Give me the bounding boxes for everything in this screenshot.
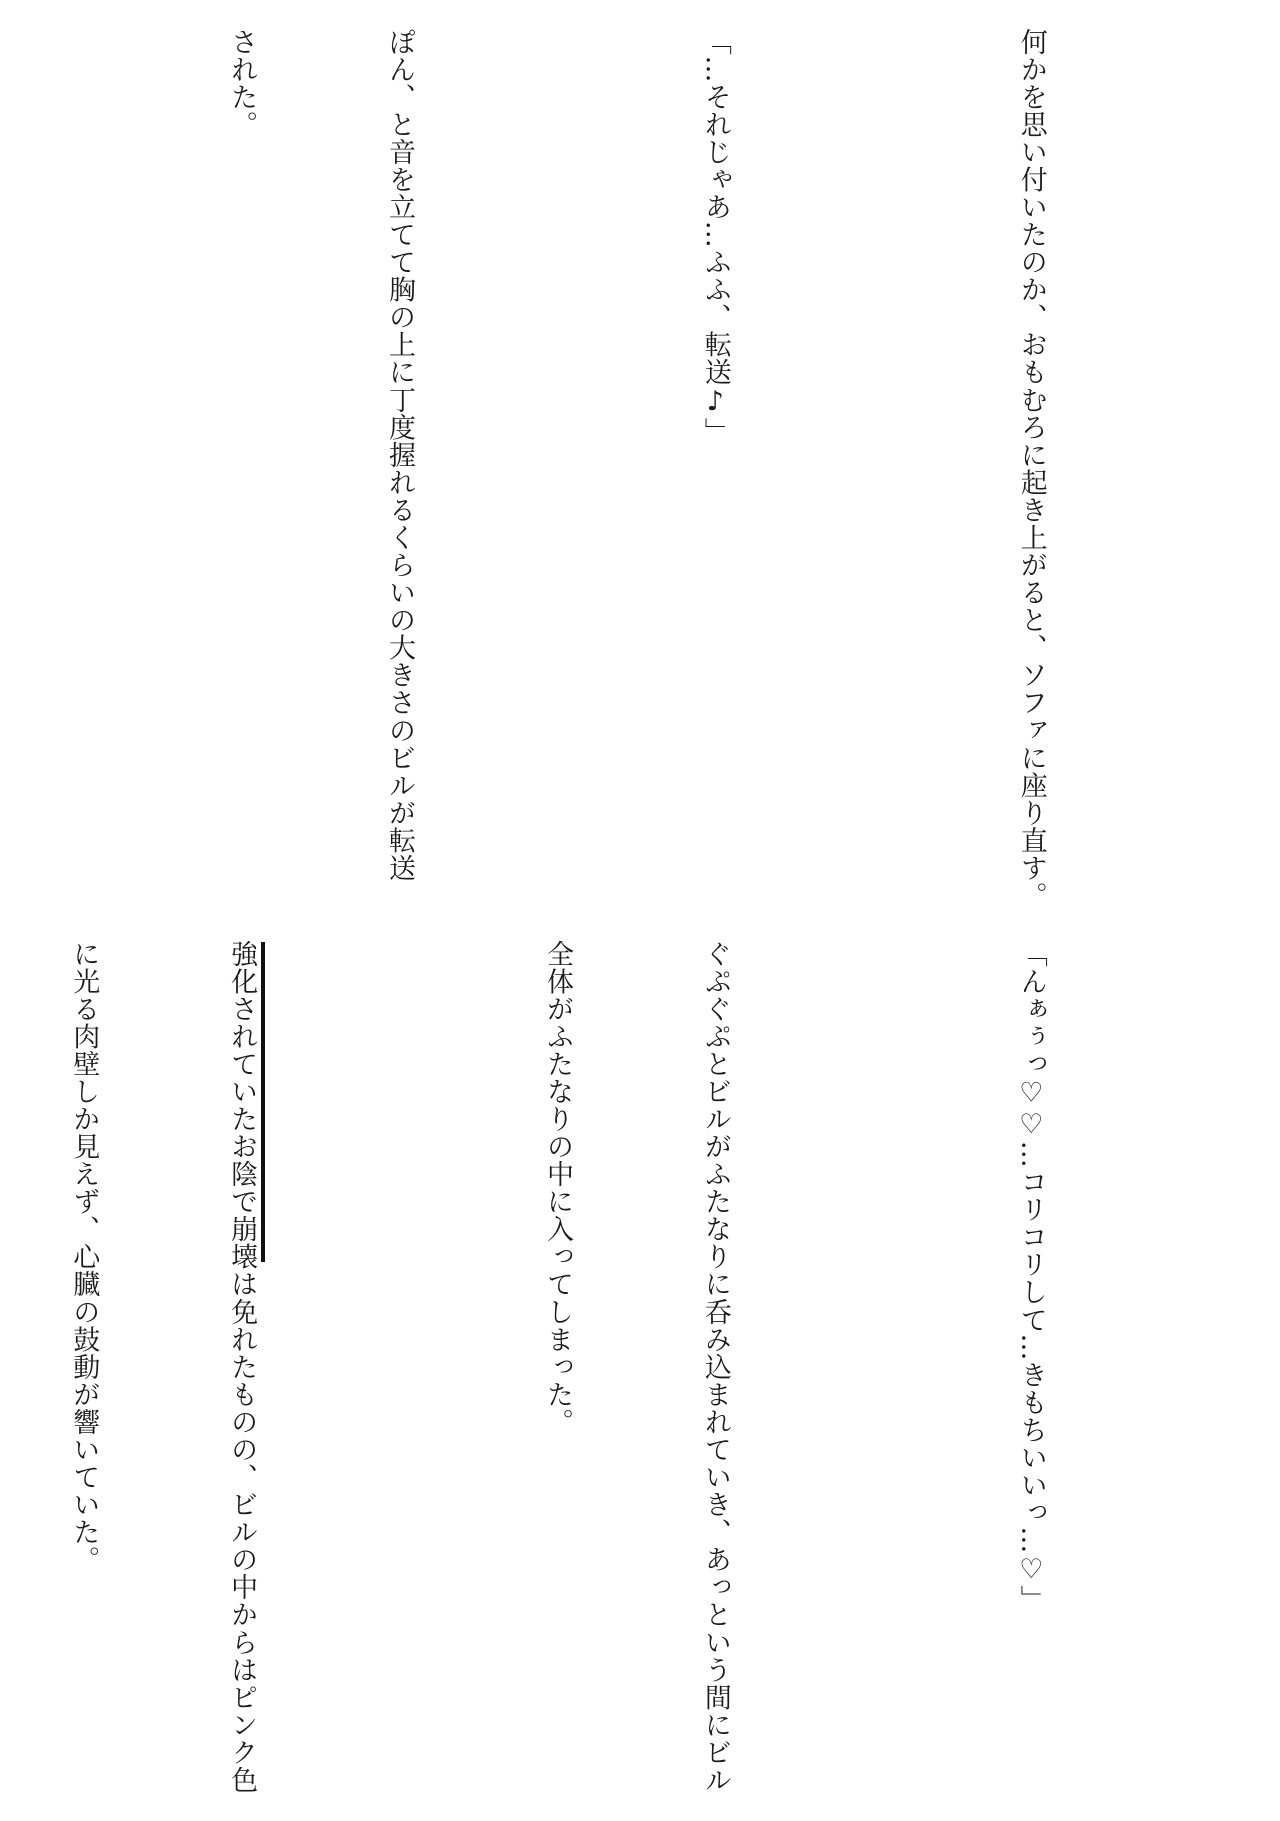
upper-text-block — [0, 28, 1162, 910]
text-line: ぐぷぐぷとビルがふたなりに呑み込まれていき、あっという間にビル — [699, 940, 731, 1794]
text-line — [372, 940, 425, 1800]
text-line: 何かを思い付いたのか、おもむろに起き上がると、ソファに座り直す。 — [1015, 28, 1047, 910]
text-line: 全体がふたなりの中に入ってしまった。 — [541, 940, 573, 1436]
text-line: された。 — [226, 28, 258, 139]
scene-break-rule — [261, 942, 265, 1262]
text-line: 「…それじゃあ…ふふ、転送♪」 — [699, 28, 731, 446]
text-line: ぽん、と音を立てて胸の上に丁度握れるくらいの大きさのビルが転送 — [384, 28, 416, 882]
text-line — [530, 28, 583, 868]
text-line — [846, 940, 899, 1800]
text-line: 強化されていたお陰で崩壊は免れたものの、ビルの中からはピンク色 — [226, 940, 258, 1794]
text-line — [57, 28, 110, 868]
text-line: に光る肉壁しか見えず、心臓の鼓動が響いていた。 — [68, 940, 100, 1574]
lower-text-block — [0, 940, 1162, 1800]
text-line: 「んぁぅっ♡♡…コリコリして…きもちいいっ…♡」 — [1015, 940, 1047, 1613]
text-line — [846, 28, 899, 868]
